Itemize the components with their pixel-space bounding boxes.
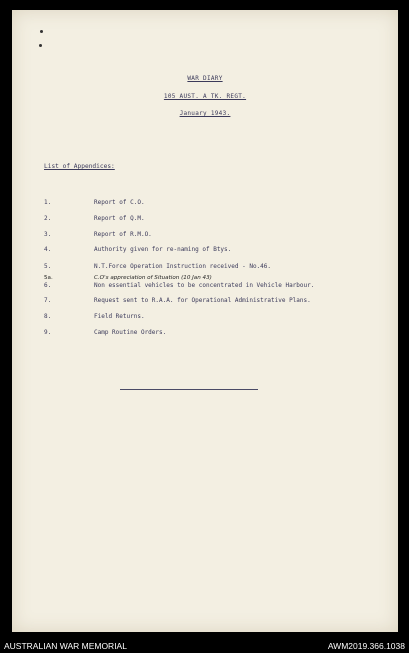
- appendix-text: Non essential vehicles to be concentrated in Vehicle Harbour.: [94, 282, 315, 289]
- appendix-text: Report of R.M.O.: [94, 231, 152, 238]
- appendix-number: 2.: [44, 215, 52, 222]
- appendix-text: N.T.Force Operation Instruction received - No.46.: [94, 263, 272, 270]
- appendix-text: Field Returns.: [94, 313, 145, 320]
- appendix-text: C.O's appreciation of Situation (10 Jan 43): [94, 275, 212, 281]
- footer-accession-number: AWM2019.366.1038: [327, 641, 405, 651]
- appendices-title: List of Appendices:: [44, 163, 115, 170]
- unit-name: 105 AUST. A TK. REGT.: [163, 93, 247, 100]
- appendix-number: 3.: [44, 231, 52, 238]
- appendix-text: Authority given for re-naming of Btys.: [94, 246, 232, 253]
- appendix-number: 8.: [44, 313, 52, 320]
- appendix-item: [44, 282, 314, 289]
- handwritten-appendix: [44, 275, 212, 281]
- appendix-number: 5a.: [44, 275, 53, 281]
- appendix-item: [44, 313, 145, 320]
- appendix-number: 7.: [44, 297, 52, 304]
- diary-title: WAR DIARY: [187, 75, 223, 82]
- appendix-number: 5.: [44, 263, 52, 270]
- punch-hole-top: [40, 30, 43, 33]
- appendix-item: [44, 199, 145, 206]
- appendix-item: [44, 329, 166, 336]
- appendix-text: Report of Q.M.: [94, 215, 145, 222]
- appendix-number: 4.: [44, 246, 52, 253]
- diary-month: January 1943.: [179, 110, 231, 117]
- appendix-item: [44, 246, 231, 253]
- appendix-item: [44, 263, 271, 270]
- appendix-item: [44, 231, 152, 238]
- appendix-number: 6.: [44, 282, 52, 289]
- appendix-number: 9.: [44, 329, 52, 336]
- footer-institution: AUSTRALIAN WAR MEMORIAL: [4, 641, 127, 651]
- punch-hole-bottom: [39, 44, 42, 47]
- appendix-item: [44, 215, 145, 222]
- appendix-number: 1.: [44, 199, 52, 206]
- closing-rule: [120, 389, 258, 390]
- appendix-text: Request sent to R.A.A. for Operational Administrative Plans.: [94, 297, 311, 304]
- appendix-text: Camp Routine Orders.: [94, 329, 167, 336]
- appendix-item: [44, 297, 311, 304]
- document-page: [12, 10, 398, 632]
- appendix-text: Report of C.O.: [94, 199, 145, 206]
